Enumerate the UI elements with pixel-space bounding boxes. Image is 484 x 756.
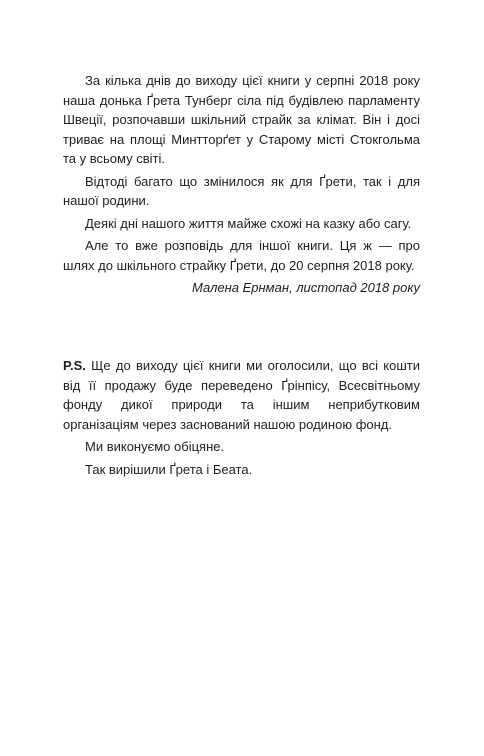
paragraph-changes: Відтоді багато що змінилося як для Ґрети, так і для нашої родини. bbox=[63, 173, 420, 208]
paragraph-decision: Так вирішили Ґрета і Беата. bbox=[85, 461, 253, 477]
postscript-label: P.S. bbox=[63, 358, 86, 373]
postscript-block bbox=[63, 356, 420, 482]
postscript-paragraph bbox=[63, 356, 420, 434]
paragraph-another-book: Але то вже розповідь для іншої книги. Ця ж — про шлях до шкільного страйку Ґрети, до 20 серпня 2018 року. bbox=[63, 238, 420, 273]
author-signature: Малена Ернман, листопад 2018 року bbox=[192, 280, 420, 295]
postscript-text: Ще до виходу цієї книги ми оголосили, що всі кошти від її продажу буде переведено Ґрінпісу, Всесвітньому фонду дикої природи та іншим неприбутковим організаціям через заснований нашою родиною фонд. bbox=[63, 358, 420, 432]
paragraph-saga: Деякі дні нашого життя майже схожі на казку або сагу. bbox=[85, 215, 412, 231]
paragraph-promise: Ми виконуємо обіцяне. bbox=[85, 439, 225, 454]
paragraph-strike: За кілька днів до виходу цієї книги у серпні 2018 року наша донька Ґрета Тунберг сіла під будівлею парламенту Швеції, розпочавши шкільний страйк за клімат. Він і досі триває на площі Минтторґет у Старому місті Стокгольма та у всьому світі. bbox=[63, 73, 420, 166]
main-text-block bbox=[63, 71, 420, 298]
